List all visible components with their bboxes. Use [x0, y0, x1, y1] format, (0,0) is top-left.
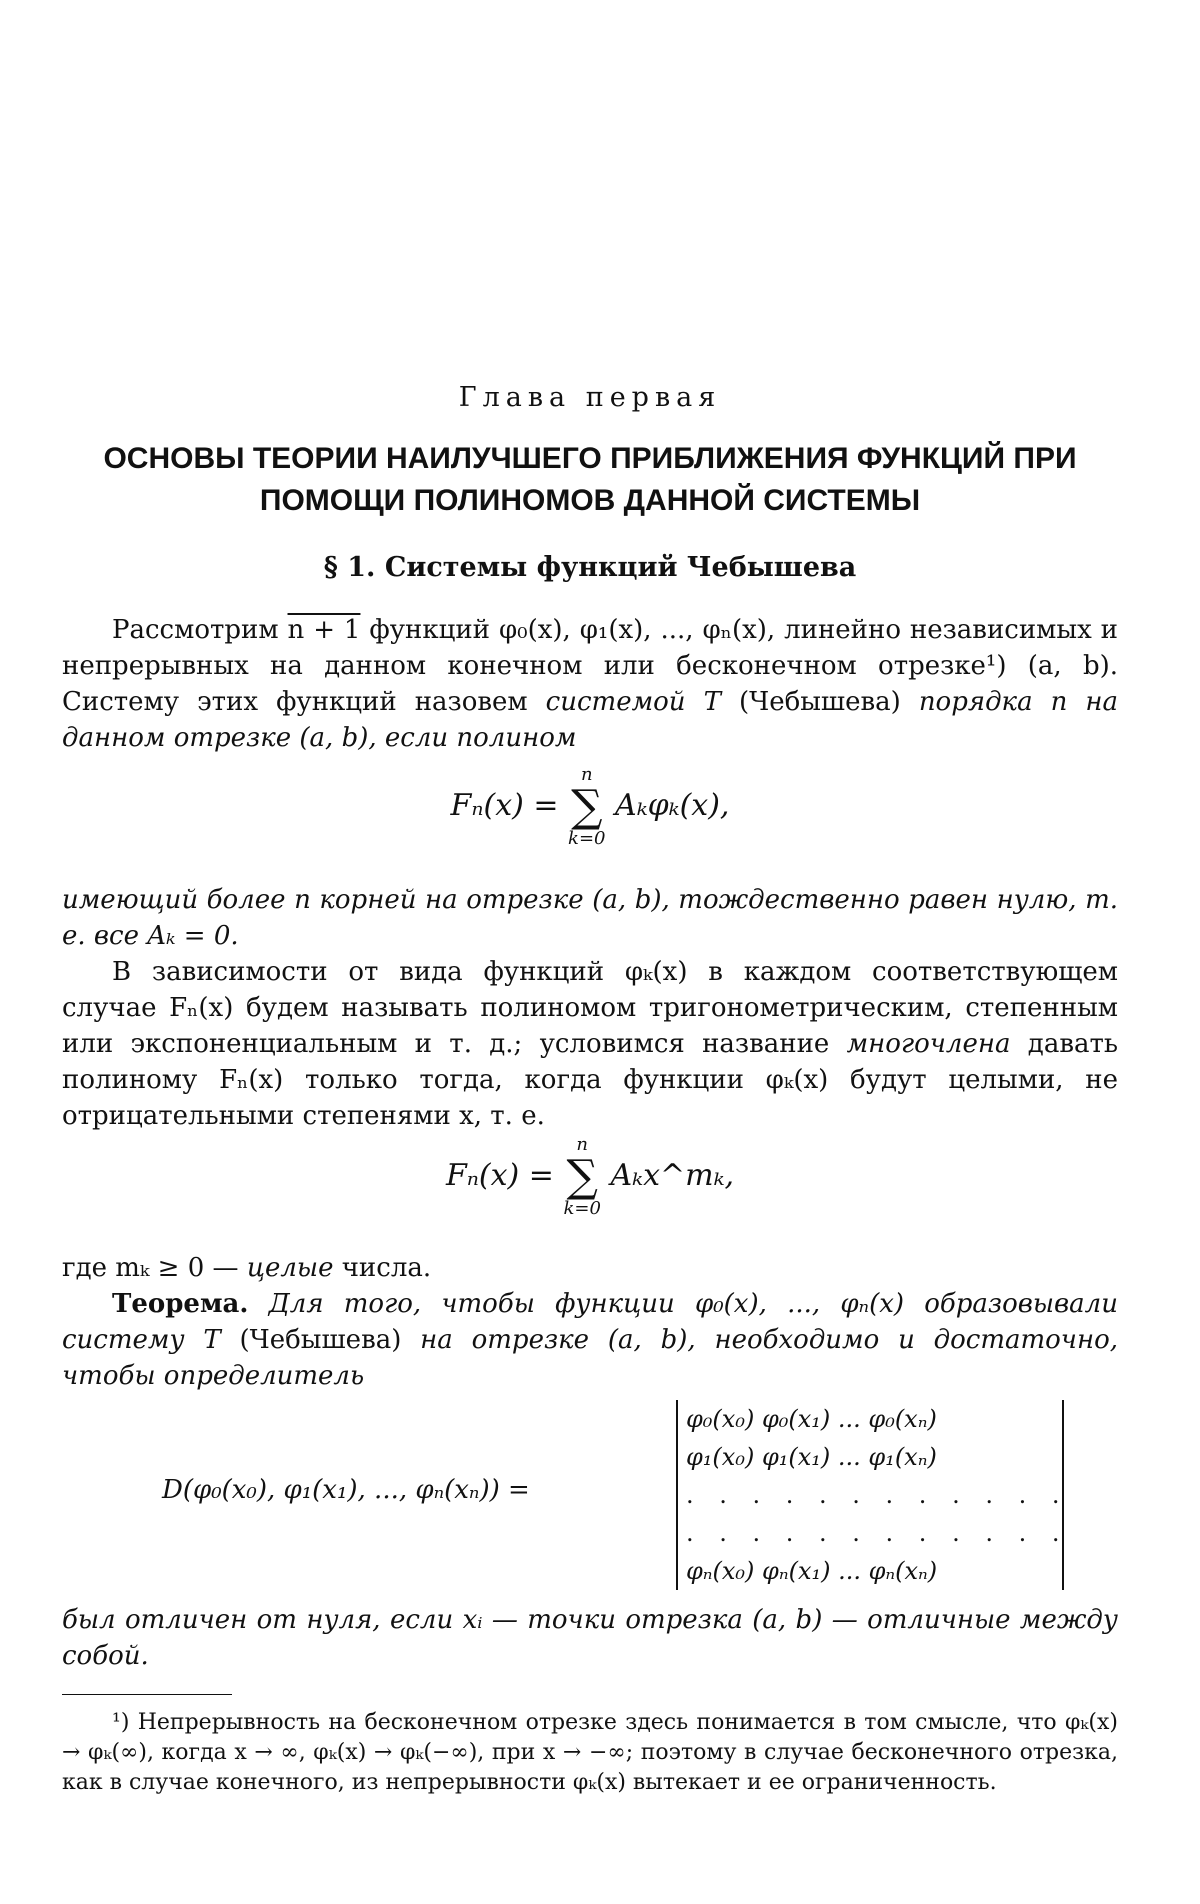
paragraph-2 [62, 882, 1118, 954]
paragraph-3 [62, 954, 1118, 1134]
determinant-row: φ₁(x₀) φ₁(x₁) ... φ₁(xₙ) [686, 1443, 937, 1471]
formula-1-lhs: Fₙ(x) = [450, 788, 559, 823]
paragraph-1-count: n + 1 [287, 615, 361, 645]
determinant-dots-row: . . . . . . . . . . . . [686, 1481, 1069, 1509]
summation-symbol [568, 766, 605, 848]
determinant-dots-row: . . . . . . . . . . . . [686, 1519, 1069, 1547]
section-title: § 1. Системы функций Чебышева [323, 552, 857, 583]
formula-2-rhs: Aₖx^mₖ, [610, 1158, 735, 1193]
sigma-icon: ∑ [571, 781, 603, 832]
formula-1-rhs: Aₖφₖ(x), [615, 788, 730, 823]
summation-symbol-2 [563, 1136, 600, 1218]
paragraph-3-term: многочлена [846, 1029, 1011, 1059]
formula-1-lower-limit: k=0 [568, 828, 606, 849]
paragraph-4-start: где mₖ ≥ 0 — [62, 1253, 247, 1283]
chapter-title: ОСНОВЫ ТЕОРИИ НАИЛУЧШЕГО ПРИБЛИЖЕНИЯ ФУНКЦИЙ ПРИ ПОМОЩИ ПОЛИНОМОВ ДАННОЙ СИСТЕМЫ [103, 442, 1077, 517]
paragraph-1 [62, 612, 1118, 756]
book-page [62, 0, 1118, 1904]
paragraph-4-end: числа. [333, 1253, 432, 1283]
paragraph-1-mid2: (Чебышева) [720, 687, 919, 717]
determinant-row: φ₀(x₀) φ₀(x₁) ... φ₀(xₙ) [686, 1405, 937, 1433]
paragraph-5-text: был отличен от нуля, если xᵢ — точки отрезка (a, b) — отличные между собой. [62, 1605, 1118, 1671]
footnote: ¹) Непрерывность на бесконечном отрезке здесь понимается в том смысле, что φₖ(x) → φₖ(∞), когда x → ∞, φₖ(x) → φₖ(−∞), при x → −∞; поэтому в случае бесконечного отрезка, как в случае конечного, из непрерывности φₖ(x) вытекает и ее ограниченность. [62, 1710, 1118, 1795]
determinant-matrix [676, 1400, 1069, 1590]
paragraph-4 [62, 1250, 1118, 1286]
determinant-formula [62, 1400, 1118, 1590]
formula-polynomial [62, 766, 1118, 848]
paragraph-4-term: целые [246, 1253, 334, 1283]
chapter-label: Глава первая [458, 382, 722, 413]
formula-1-upper-limit: n [580, 764, 593, 785]
paragraph-5 [62, 1602, 1118, 1674]
paragraph-2-text: имеющий более n корней на отрезке (a, b), тождественно равен нулю, т. е. все Aₖ = 0. [62, 885, 1118, 951]
theorem-label: Теорема. [112, 1289, 249, 1319]
theorem-paragraph [62, 1286, 1118, 1394]
formula-2-lower-limit: k=0 [563, 1198, 601, 1219]
paragraph-3-start: В зависимости от вида функций φₖ(x) в каждом соответствующем случае Fₙ(x) будем называть полиномом тригонометрическим, степенным или экспоненциальным и т. д.; условимся название [62, 957, 1118, 1059]
formula-power-polynomial [62, 1136, 1118, 1218]
determinant-row: φₙ(x₀) φₙ(x₁) ... φₙ(xₙ) [686, 1557, 938, 1585]
paragraph-1-mid: функций φ₀(x), φ₁(x), ..., φₙ(x), линейно независимых и непрерывных на данном конечном или бесконечном отрезке¹) (a, b). Систему этих функций назовем [62, 615, 1119, 717]
paragraph-1-start: Рассмотрим [112, 615, 288, 645]
theorem-text-2: (Чебышева) [239, 1325, 402, 1355]
sigma-icon: ∑ [566, 1151, 598, 1202]
paragraph-1-term: системой T [545, 687, 721, 717]
theorem-text-1: Для того, чтобы функции φ₀(x), ..., φₙ(x) образовывали систему T [62, 1289, 1118, 1355]
determinant-lhs: D(φ₀(x₀), φ₁(x₁), ..., φₙ(xₙ)) = [162, 1475, 530, 1505]
formula-2-lhs: Fₙ(x) = [445, 1158, 554, 1193]
paragraph-1-end: порядка n на данном отрезке (a, b), если полином [62, 687, 1119, 753]
footnote-divider [62, 1694, 232, 1695]
paragraph-3-end: давать полиному Fₙ(x) только тогда, когда функции φₖ(x) будут целыми, не отрицательными степенями x, т. е. [62, 1029, 1118, 1131]
formula-2-upper-limit: n [576, 1134, 588, 1155]
theorem-text-3: на отрезке (a, b), необходимо и достаточно, чтобы определитель [62, 1325, 1119, 1391]
